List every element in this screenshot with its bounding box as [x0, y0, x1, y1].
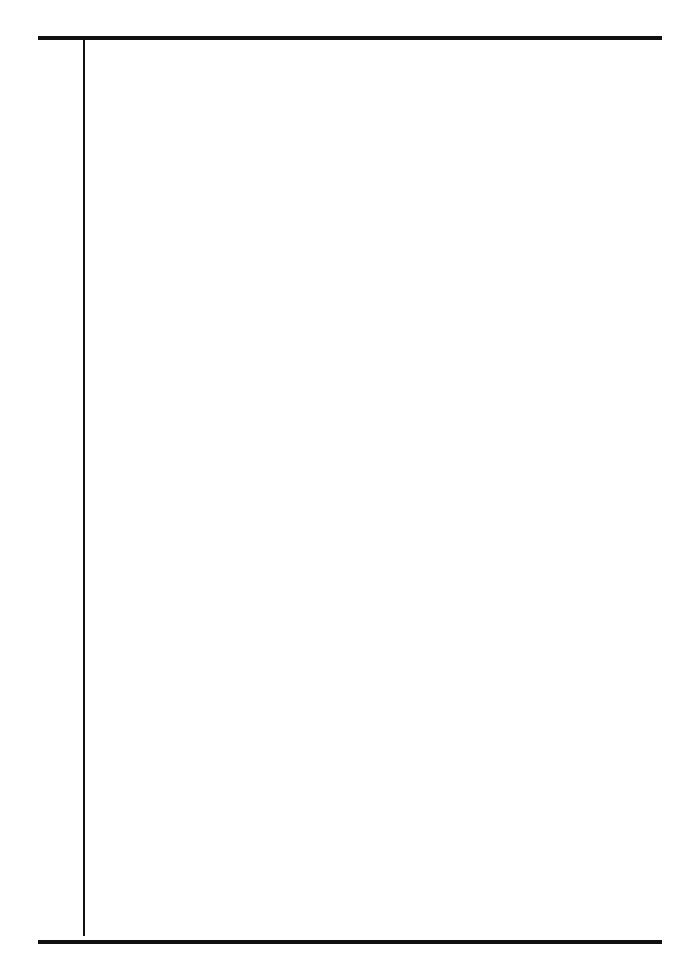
- margin-rule: [83, 40, 85, 936]
- page-frame: [38, 36, 662, 944]
